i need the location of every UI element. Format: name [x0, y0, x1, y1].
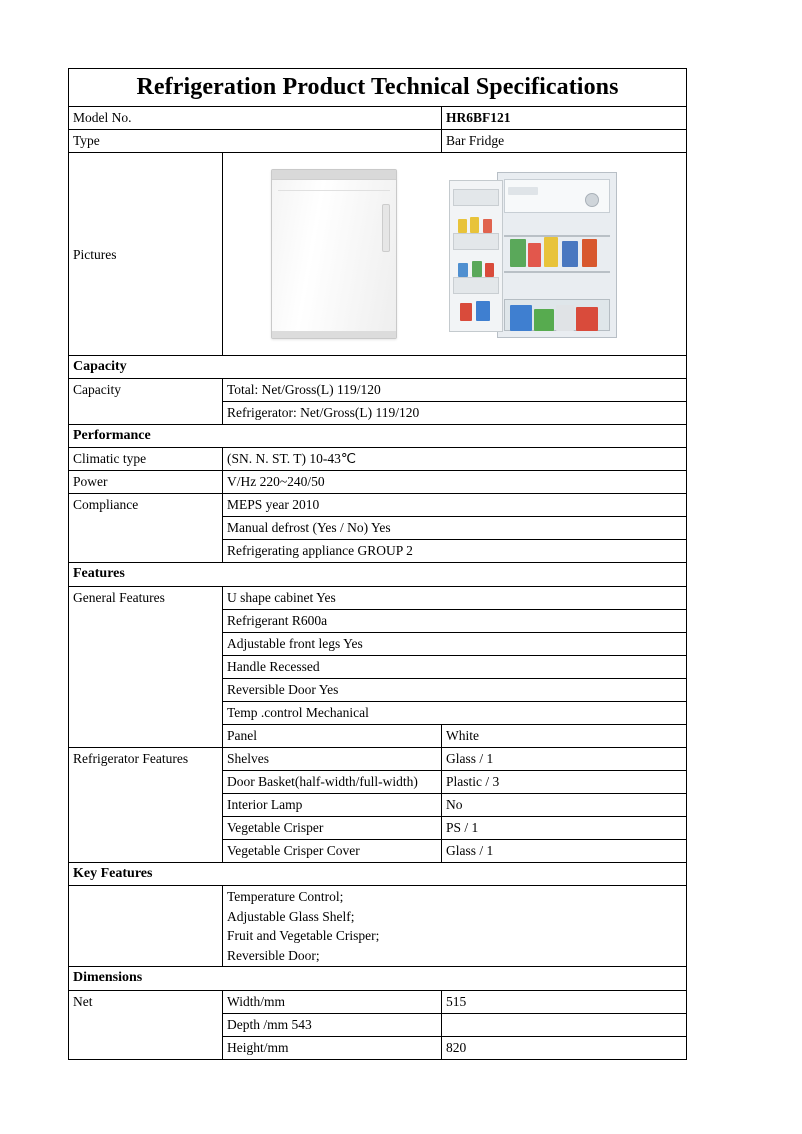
climatic-type-value: (SN. N. ST. T) 10-43℃ — [223, 448, 687, 471]
table-row-refrigerator-feature-0 — [69, 747, 687, 770]
table-row-key-features — [69, 885, 687, 966]
compliance-value-group: Refrigerating appliance GROUP 2 — [223, 540, 687, 563]
compliance-label: Compliance — [69, 494, 223, 563]
refrigerator-feature-name: Vegetable Crisper Cover — [223, 839, 442, 862]
table-row-pictures — [69, 152, 687, 355]
table-row-section-performance — [69, 425, 687, 448]
refrigerator-feature-value: Plastic / 3 — [442, 770, 687, 793]
table-row-title — [69, 69, 687, 107]
net-label: Net — [69, 990, 223, 1059]
refrigerator-feature-value: Glass / 1 — [442, 839, 687, 862]
section-header-performance: Performance — [69, 425, 687, 448]
refrigerator-feature-name: Shelves — [223, 747, 442, 770]
refrigerator-feature-value: PS / 1 — [442, 816, 687, 839]
table-row-model — [69, 106, 687, 129]
key-feature-line: Fruit and Vegetable Crisper; — [227, 928, 380, 944]
document-page — [68, 68, 686, 1060]
panel-value: White — [442, 724, 687, 747]
key-feature-line: Reversible Door; — [227, 947, 320, 963]
refrigerator-features-label: Refrigerator Features — [69, 747, 223, 862]
table-row-section-key-features — [69, 862, 687, 885]
table-row-power — [69, 471, 687, 494]
refrigerator-feature-name: Vegetable Crisper — [223, 816, 442, 839]
key-features-list — [223, 885, 687, 966]
compliance-value-meps: MEPS year 2010 — [223, 494, 687, 517]
refrigerator-feature-value: Glass / 1 — [442, 747, 687, 770]
width-value: 515 — [442, 990, 687, 1013]
table-row-section-capacity — [69, 355, 687, 378]
general-feature-item: Handle Recessed — [223, 655, 687, 678]
width-label: Width/mm — [223, 990, 442, 1013]
product-image-open-fridge — [445, 170, 641, 338]
capacity-label: Capacity — [69, 379, 223, 425]
general-feature-item: Adjustable front legs Yes — [223, 632, 687, 655]
general-feature-item: U shape cabinet Yes — [223, 586, 687, 609]
general-feature-item: Reversible Door Yes — [223, 678, 687, 701]
power-value: V/Hz 220~240/50 — [223, 471, 687, 494]
depth-value — [442, 1013, 687, 1036]
capacity-total-value: Total: Net/Gross(L) 119/120 — [223, 379, 687, 402]
general-feature-item: Refrigerant R600a — [223, 609, 687, 632]
specification-table — [68, 68, 687, 1060]
refrigerator-feature-name: Door Basket(half-width/full-width) — [223, 770, 442, 793]
general-feature-item: Temp .control Mechanical — [223, 701, 687, 724]
power-label: Power — [69, 471, 223, 494]
section-header-dimensions: Dimensions — [69, 967, 687, 990]
product-image-closed-fridge — [271, 169, 397, 339]
section-header-features: Features — [69, 563, 687, 586]
key-feature-line: Temperature Control; — [227, 888, 344, 904]
height-label: Height/mm — [223, 1036, 442, 1059]
depth-label: Depth /mm 543 — [223, 1013, 442, 1036]
type-label: Type — [69, 129, 442, 152]
climatic-type-label: Climatic type — [69, 448, 223, 471]
capacity-refrigerator-value: Refrigerator: Net/Gross(L) 119/120 — [223, 402, 687, 425]
table-row-width — [69, 990, 687, 1013]
table-row-capacity-total — [69, 379, 687, 402]
key-features-spacer — [69, 885, 223, 966]
pictures-label-cell — [69, 152, 223, 355]
compliance-value-defrost: Manual defrost (Yes / No) Yes — [223, 517, 687, 540]
model-label: Model No. — [69, 106, 442, 129]
table-row-compliance-1 — [69, 494, 687, 517]
pictures-label: Pictures — [73, 246, 117, 262]
height-value: 820 — [442, 1036, 687, 1059]
product-images-cell — [223, 152, 687, 355]
table-row-climatic — [69, 448, 687, 471]
refrigerator-feature-value: No — [442, 793, 687, 816]
section-header-capacity: Capacity — [69, 355, 687, 378]
table-row-section-dimensions — [69, 967, 687, 990]
refrigerator-feature-name: Interior Lamp — [223, 793, 442, 816]
type-value: Bar Fridge — [442, 129, 687, 152]
panel-label: Panel — [223, 724, 442, 747]
page-title: Refrigeration Product Technical Specifications — [69, 69, 687, 107]
section-header-key-features: Key Features — [69, 862, 687, 885]
table-row-type — [69, 129, 687, 152]
table-row-section-features — [69, 563, 687, 586]
general-features-label: General Features — [69, 586, 223, 747]
model-value: HR6BF121 — [442, 106, 687, 129]
table-row-general-feature-0 — [69, 586, 687, 609]
key-feature-line: Adjustable Glass Shelf; — [227, 908, 355, 924]
